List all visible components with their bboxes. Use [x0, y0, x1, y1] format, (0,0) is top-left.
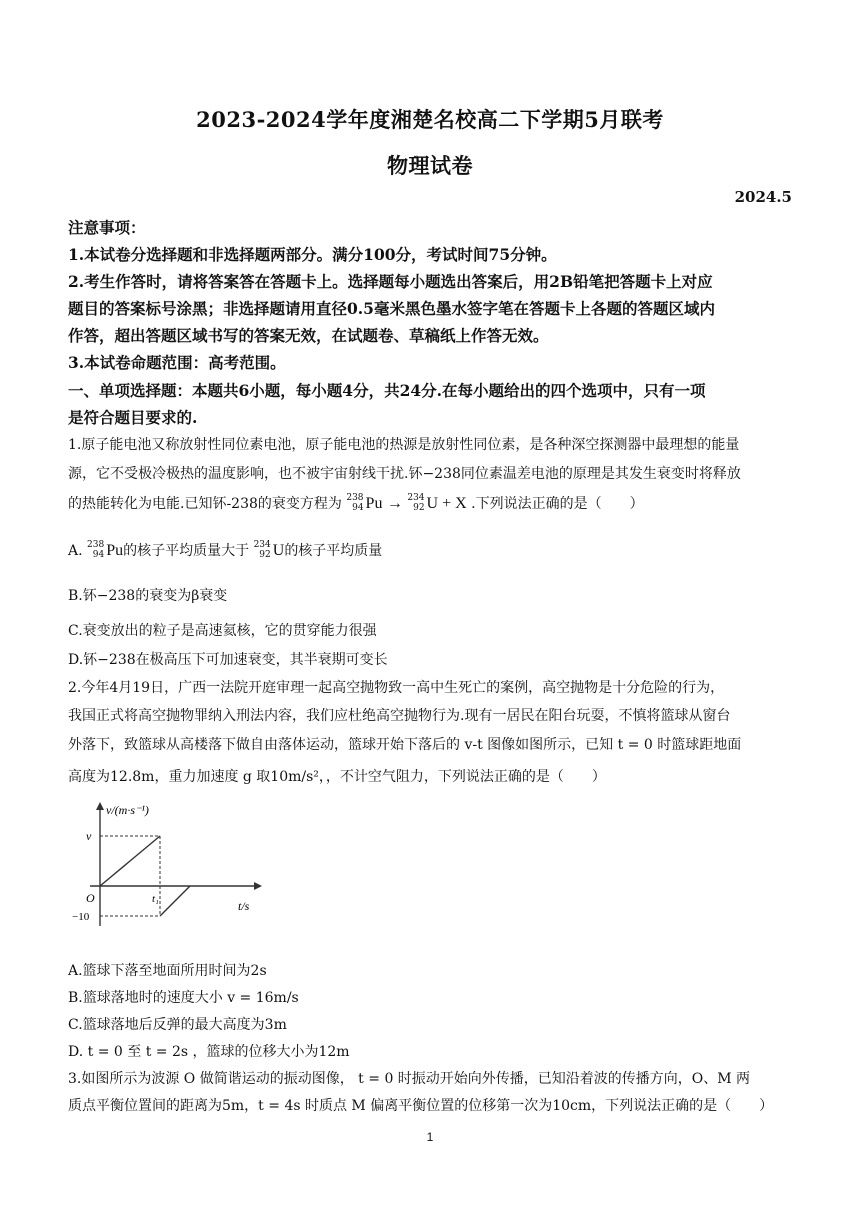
u-nuclide-index [407, 493, 424, 515]
q3-text-line2: 质点平衡位置间的距离为5m，t = 4s 时质点 M 偏离平衡位置的位移第一次为10cm，下列说法正确的是（ ） [68, 1098, 774, 1114]
decay-arrow: → [386, 495, 403, 512]
q1-line3-text: 的热能转化为电能.已知钚-238的衰变方程为 [68, 496, 342, 512]
q2-text-line1: 2.今年4月19日，广西一法院开庭审理一起高空抛物致一高中生死亡的案例，高空抛物是十分危险的行为， [68, 680, 725, 696]
y-axis-label: v/(m·s⁻¹) [106, 803, 149, 817]
y-axis-arrow [96, 802, 104, 810]
u-mass-number-a: 234 [253, 540, 271, 550]
q1-line3-end: .下列说法正确的是（ ） [471, 496, 644, 512]
rebound-line [160, 886, 190, 916]
q2-text-line3: 外落下，致篮球从高楼落下做自由落体运动，篮球开始下落后的 v-t 图像如图所示，已知 t = 0 时篮球距地面 [68, 737, 742, 753]
q3-text-line1: 3.如图所示为波源 O 做简谐运动的振动图像， t = 0 时振动开始向外传播，已知沿着波的传播方向，O、M 两 [68, 1071, 751, 1087]
q1-option-d[interactable]: D.钚−238在极高压下可加速衰变，其半衰期可变长 [68, 652, 388, 668]
decay-products: U + X [426, 495, 467, 512]
neg-ten-label: −10 [72, 911, 90, 923]
u-symbol-a: U [272, 542, 285, 559]
u-mass-number: 234 [407, 493, 425, 503]
v-tick-label: v [86, 829, 92, 843]
pu-atomic-number-a: 94 [92, 550, 105, 560]
pu-symbol: Pu [365, 495, 383, 512]
q1-text-line1: 1.原子能电池又称放射性同位素电池，原子能电池的热源是放射性同位素，是各种深空探测器中最理想的能量 [68, 437, 740, 453]
pu-mass-number-a: 238 [87, 540, 105, 550]
pu-atomic-number: 94 [352, 503, 364, 513]
pu-symbol-a: Pu [106, 542, 124, 559]
notice-heading: 注意事项： [68, 218, 146, 237]
section-heading-cont: 是符合题目要求的. [68, 408, 198, 427]
vt-graph [68, 800, 268, 950]
q2-option-d[interactable]: D. t = 0 至 t = 2s ，篮球的位移大小为12m [68, 1044, 350, 1060]
section-heading: 一、单项选择题：本题共6小题，每小题4分，共24分.在每小题给出的四个选项中，只有一项 [68, 381, 706, 400]
q1-option-b[interactable]: B.钚−238的衰变为β衰变 [68, 588, 228, 604]
t1-label: t₁ [152, 893, 159, 905]
notice-item-1: 1.本试卷分选择题和非选择题两部分。满分100分，考试时间75分钟。 [68, 245, 557, 264]
q1-option-a[interactable] [68, 540, 382, 562]
q1-text-line2: 源，它不受极冷极热的温度影响，也不被宇宙射线干扰.钚−238同位素温差电池的原理是其发生衰变时将释放 [68, 466, 741, 482]
q1-text-line3 [68, 493, 644, 515]
q1-option-c[interactable]: C.衰变放出的粒子是高速氦核，它的贯穿能力很强 [68, 623, 377, 639]
fall-line [100, 836, 160, 886]
q2-text-line2: 我国正式将高空抛物罪纳入刑法内容，我们应杜绝高空抛物行为.现有一居民在阳台玩耍，不慎将篮球从窗台 [68, 708, 731, 724]
pu-nuclide-index-a [87, 540, 104, 562]
page-number: 1 [426, 1130, 434, 1144]
option-a-end: 的核子平均质量 [284, 543, 383, 559]
exam-subtitle: 物理试卷 [387, 153, 473, 178]
x-axis-label: t/s [238, 899, 250, 913]
exam-title: 2023-2024学年度湘楚名校高二下学期5月联考 [196, 107, 664, 132]
q2-option-c[interactable]: C.篮球落地后反弹的最大高度为3m [68, 1017, 287, 1033]
notice-item-2-cont2: 作答，超出答题区域书写的答案无效，在试题卷、草稿纸上作答无效。 [68, 326, 549, 345]
notice-item-2-cont: 题目的答案标号涂黑；非选择题请用直径0.5毫米黑色墨水签字笔在答题卡上各题的答题区域内 [68, 299, 715, 318]
x-axis-arrow [254, 882, 262, 890]
u-atomic-number-a: 92 [259, 550, 271, 560]
notice-item-3: 3.本试卷命题范围：高考范围。 [68, 353, 286, 372]
pu-mass-number: 238 [346, 493, 364, 503]
exam-date: 2024.5 [734, 188, 792, 206]
q2-text-line4: 高度为12.8m，重力加速度 g 取10m/s²，，不计空气阻力，下列说法正确的是（ ） [68, 769, 606, 785]
u-atomic-number: 92 [413, 503, 425, 513]
option-a-label: A. [68, 543, 83, 559]
option-a-middle: 的核子平均质量大于 [123, 543, 250, 559]
u-nuclide-index-a [254, 540, 271, 562]
notice-item-2: 2.考生作答时，请将答案答在答题卡上。选择题每小题选出答案后，用2B铅笔把答题卡上对应 [68, 272, 713, 291]
q2-option-a[interactable]: A.篮球下落至地面所用时间为2s [68, 963, 267, 979]
pu-nuclide-index [346, 493, 363, 515]
q2-option-b[interactable]: B.篮球落地时的速度大小 v = 16m/s [68, 990, 299, 1006]
origin-label: O [86, 891, 95, 905]
